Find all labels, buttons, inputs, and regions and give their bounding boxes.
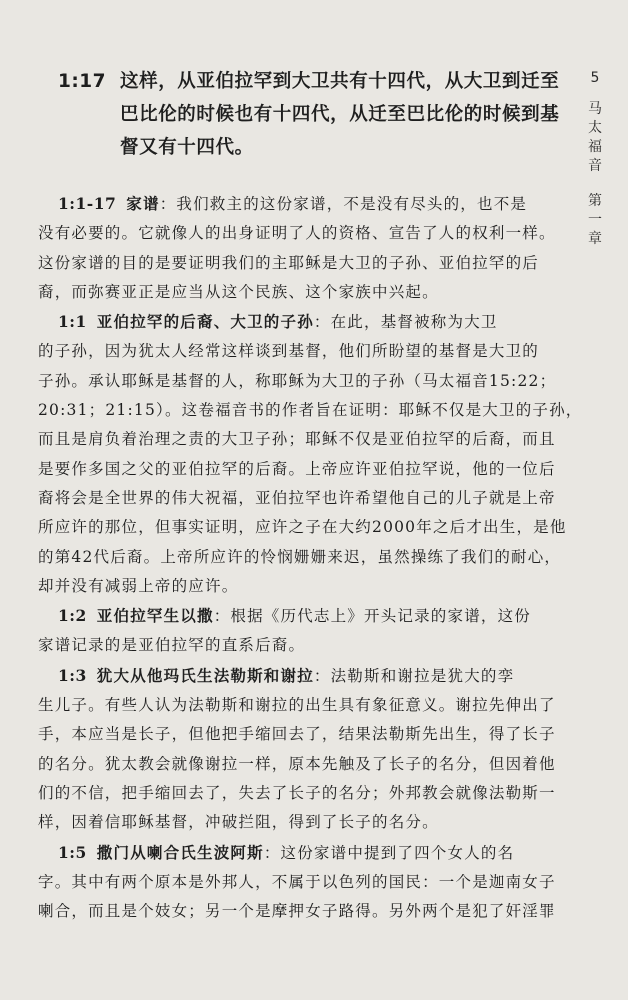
commentary-heading: 亚伯拉罕生以撒 bbox=[96, 606, 214, 626]
paragraph-line bbox=[38, 189, 564, 219]
paragraph-text: 裔，而弥赛亚正是应当从这个民族、这个家族中兴起。 bbox=[38, 282, 439, 301]
paragraph-text: 20:31；21:15）。这卷福音书的作者旨在证明：耶稣不仅是大卫的子孙， bbox=[38, 401, 583, 420]
paragraph-text: ：在此，基督被称为大卫 bbox=[313, 313, 498, 332]
book-title-char: 马 bbox=[588, 101, 602, 117]
commentary-paragraph bbox=[38, 307, 583, 601]
paragraph-text: ：我们救主的这份家谱，不是没有尽头的，也不是 bbox=[159, 195, 528, 213]
page-number: 5 bbox=[590, 70, 600, 86]
paragraph-text: 喇合，而且是个妓女；另一个是摩押女子路得。另外两个是犯了奸淫罪 bbox=[38, 902, 556, 921]
paragraph-text: 生儿子。有些人认为法勒斯和谢拉的出生具有象征意义。谢拉先伸出了 bbox=[38, 696, 556, 715]
paragraph-text: ：根据《历代志上》开头记录的家谱，这份 bbox=[213, 607, 532, 626]
commentary-ref: 1:1-17 bbox=[58, 194, 117, 213]
paragraph-text: 这份家谱的目的是要证明我们的主耶稣是大卫的子孙、亚伯拉罕的后 bbox=[38, 253, 540, 272]
paragraph-text: 子孙。承认耶稣是基督的人，称耶稣为大卫的子孙（马太福音15:22； bbox=[38, 371, 557, 390]
scripture-verse bbox=[58, 65, 566, 164]
paragraph-text: ：这份家谱中提到了四个女人的名 bbox=[263, 843, 515, 862]
running-header bbox=[585, 70, 605, 249]
verse-text: 这样，从亚伯拉罕到大卫共有十四代，从大卫到迁至 bbox=[120, 71, 560, 92]
commentary-paragraph bbox=[38, 838, 564, 927]
paragraph-line bbox=[38, 661, 564, 691]
verse-text: 巴比伦的时候也有十四代，从迁至巴比伦的时候到基 bbox=[120, 104, 560, 125]
paragraph-text: 是要作多国之父的亚伯拉罕的后裔。上帝应许亚伯拉罕说，他的一位后 bbox=[38, 459, 556, 478]
chapter-char: 章 bbox=[588, 231, 602, 247]
commentary-ref: 1:2 bbox=[58, 606, 87, 626]
paragraph-text: 裔将会是全世界的伟大祝福，亚伯拉罕也许希望他自己的儿子就是上帝 bbox=[38, 488, 556, 507]
paragraph-text: 所应许的那位，但事实证明，应许之子在大约2000年之后才出生，是他 bbox=[38, 518, 567, 537]
chapter-char: 第 bbox=[588, 193, 602, 209]
paragraph-text: 样，因着信耶稣基督，冲破拦阻，得到了长子的名分。 bbox=[38, 813, 439, 832]
commentary-paragraph bbox=[38, 601, 564, 661]
paragraph-text: 没有必要的。它就像人的出身证明了人的资格、宣告了人的权利一样。 bbox=[38, 224, 556, 243]
chapter-char: 一 bbox=[588, 212, 602, 228]
paragraph-text: 字。其中有两个原本是外邦人，不属于以色列的国民：一个是迦南女子 bbox=[38, 872, 556, 891]
verse-ref: 1:17 bbox=[58, 71, 107, 92]
paragraph-text: 的第42代后裔。上帝所应许的怜悯姗姗来迟，虽然操练了我们的耐心， bbox=[38, 547, 562, 566]
commentary bbox=[38, 189, 583, 926]
commentary-paragraph bbox=[38, 189, 564, 307]
commentary-heading: 亚伯拉罕的后裔、大卫的子孙 bbox=[96, 312, 314, 332]
paragraph-text: 们的不信，把手缩回去了，失去了长子的名分；外邦教会就像法勒斯一 bbox=[38, 783, 556, 802]
paragraph-text: ：法勒斯和谢拉是犹大的孪 bbox=[313, 666, 515, 685]
paragraph-text: 的名分。犹太教会就像谢拉一样，原本先触及了长子的名分，但因着他 bbox=[38, 754, 556, 773]
verse-line bbox=[58, 65, 566, 98]
commentary-heading: 撒门从喇合氏生波阿斯 bbox=[96, 842, 264, 862]
paragraph-text: 却并没有减弱上帝的应许。 bbox=[38, 576, 239, 595]
commentary-ref: 1:3 bbox=[58, 665, 87, 685]
book-title-char: 太 bbox=[588, 120, 602, 136]
paragraph-line bbox=[38, 307, 564, 337]
chapter-label bbox=[585, 192, 605, 249]
commentary-paragraph bbox=[38, 661, 564, 838]
commentary-heading: 犹大从他玛氏生法勒斯和谢拉 bbox=[96, 665, 314, 685]
paragraph-text: 而且是肩负着治理之责的大卫子孙；耶稣不仅是亚伯拉罕的后裔，而且 bbox=[38, 430, 556, 449]
paragraph-line bbox=[38, 838, 564, 868]
book-title-char: 音 bbox=[588, 158, 602, 174]
verse-text: 督又有十四代。 bbox=[120, 137, 254, 158]
paragraph-text: 手，本应当是长子，但他把手缩回去了，结果法勒斯先出生，得了长子 bbox=[38, 725, 556, 744]
book-title bbox=[585, 100, 605, 176]
commentary-heading: 家谱 bbox=[126, 194, 160, 213]
commentary-ref: 1:1 bbox=[58, 312, 87, 332]
paragraph-text: 家谱记录的是亚伯拉罕的直系后裔。 bbox=[38, 636, 306, 655]
paragraph-line bbox=[38, 601, 564, 631]
paragraph-text: 的子孙，因为犹太人经常这样谈到基督，他们所盼望的基督是大卫的 bbox=[38, 342, 540, 361]
commentary-ref: 1:5 bbox=[58, 842, 87, 862]
book-title-char: 福 bbox=[588, 139, 602, 155]
